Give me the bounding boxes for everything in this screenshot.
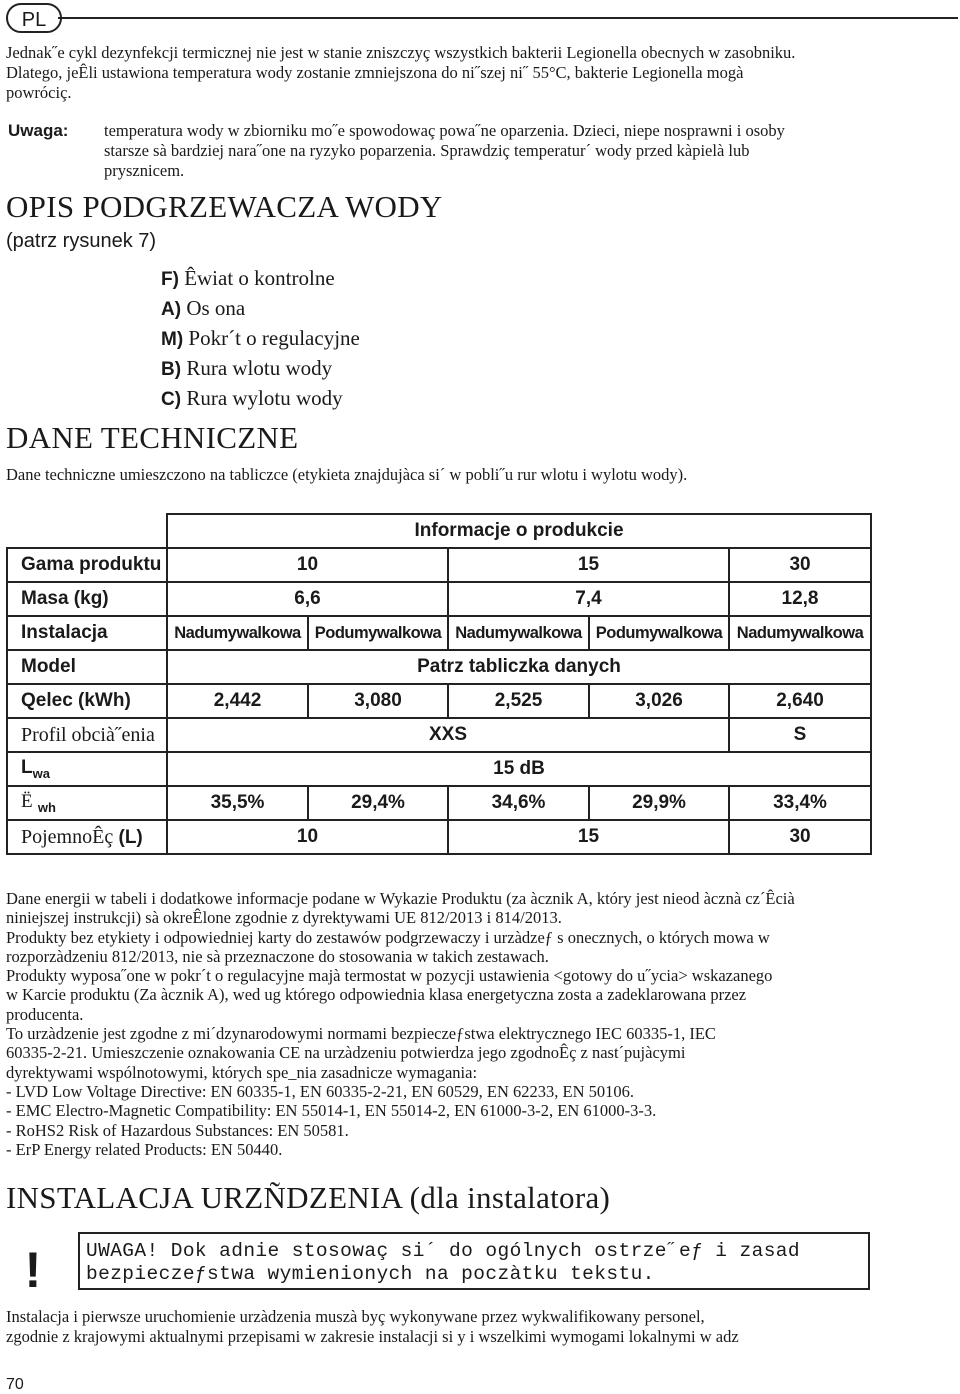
- energy-line: rozporzàdzeniu 812/2013, nie sà przeznaczone do stosowania w takich zestawach.: [6, 946, 549, 966]
- table-cell: 30: [729, 548, 871, 582]
- intro-paragraph: [6, 43, 886, 103]
- description-subtitle: (patrz rysunek 7): [6, 230, 157, 252]
- part-key: M): [161, 329, 184, 350]
- installation-line: Instalacja i pierwsze uruchomienie urzàdzenia muszà byç wykonywane przez wykwalifikowany personel,: [6, 1307, 705, 1326]
- installation-paragraph: [6, 1307, 906, 1347]
- header-rule: [58, 17, 958, 19]
- energy-line: dyrektywami wspólnotowymi, których spe_nia zasadnicze wymagania:: [6, 1062, 478, 1082]
- table-row: [7, 718, 871, 752]
- part-text: Rura wylotu wody: [186, 386, 343, 410]
- warning-line: temperatura wody w zbiorniku mo˝e spowodowaç powa˝ne oparzenia. Dzieci, niepe nosprawni i osoby: [104, 121, 785, 140]
- table-cell: 10: [167, 548, 448, 582]
- table-cell: 2,640: [729, 684, 871, 718]
- energy-paragraph: [6, 889, 906, 1159]
- energy-line: Dane energii w tabeli i dodatkowe informacje podane w Wykazie Produktu (za àcznik A, który jest nieod àcznà cz´Êcià: [6, 889, 795, 908]
- table-cell: Patrz tabliczka danych: [167, 650, 871, 684]
- row-label-main: L: [21, 757, 33, 779]
- table-header: Informacje o produkcie: [167, 514, 871, 548]
- table-row: [7, 820, 871, 854]
- installation-title: INSTALACJA URZÑDZENIA (dla instalatora): [6, 1180, 611, 1215]
- page-number: 70: [6, 1376, 24, 1393]
- product-info-table: [6, 513, 872, 855]
- part-key: B): [161, 359, 182, 380]
- table-header-row: [7, 514, 871, 548]
- part-key: C): [161, 389, 182, 410]
- table-cell: 29,9%: [589, 786, 729, 820]
- energy-line: producenta.: [6, 1004, 84, 1024]
- table-row: [7, 650, 871, 684]
- technical-note: Dane techniczne umieszczono na tabliczce (etykieta znajdujàca si´ w pobli˝u rur wlotu i wylotu wody).: [6, 465, 688, 484]
- row-label-main: PojemnoÊç: [21, 825, 114, 848]
- table-cell: 34,6%: [448, 786, 589, 820]
- part-text: Os ona: [186, 296, 246, 320]
- table-cell: Nadumywalkowa: [729, 616, 871, 650]
- energy-line: - ErP Energy related Products: EN 50440.: [6, 1139, 283, 1159]
- table-cell: 29,4%: [308, 786, 448, 820]
- energy-line: w Karcie produktu (Za àcznik A), wed ug którego odpowiednia klasa energetyczna zosta a zadeklarowana przez: [6, 985, 747, 1005]
- table-cell: 10: [167, 820, 448, 854]
- row-label: Profil obcià˝enia: [7, 718, 167, 752]
- table-row: [7, 786, 871, 820]
- energy-line: - EMC Electro-Magnetic Compatibility: EN 55014-1, EN 55014-2, EN 61000-3-2, EN 61000-3-3.: [6, 1101, 657, 1121]
- part-text: Rura wlotu wody: [186, 356, 333, 380]
- warning-label: Uwaga:: [8, 121, 69, 140]
- row-label: Model: [7, 650, 167, 684]
- table-cell: 30: [729, 820, 871, 854]
- table-cell: 2,525: [448, 684, 589, 718]
- energy-line: To urzàdzenie jest zgodne z mi´dzynarodowymi normami bezpieczeƒstwa elektrycznego IEC 60335-1, IEC: [6, 1024, 716, 1044]
- table-row: [7, 684, 871, 718]
- table-row: [7, 752, 871, 786]
- table-cell: Nadumywalkowa: [167, 616, 308, 650]
- part-key: A): [161, 299, 182, 320]
- warning-line: starsze sà bardziej nara˝one na ryzyko poparzenia. Sprawdziç temperatur´ wody przed kàpielà lub: [104, 141, 750, 160]
- table-row: [7, 548, 871, 582]
- alert-text: [86, 1240, 800, 1286]
- row-label-sub: wh: [37, 799, 56, 815]
- energy-line: Produkty wyposa˝one w pokr´t o regulacyjne majà termostat w pozycji ustawienia <gotowy do u˝ycia> wskazanego: [6, 966, 773, 986]
- intro-line: powróciç.: [6, 83, 72, 102]
- row-label: [7, 786, 167, 820]
- table-row: [7, 582, 871, 616]
- table-cell: 15 dB: [167, 752, 871, 786]
- row-label-unit: (L): [118, 826, 143, 848]
- language-badge: PL: [6, 3, 62, 33]
- table-row: [7, 616, 871, 650]
- intro-line: Jednak˝e cykl dezynfekcji termicznej nie jest w stanie zniszczyç wszystkich bakterii Legionella obecnych w zasobniku.: [6, 43, 796, 62]
- energy-line: 60335-2-21. Umieszczenie oznakowania CE na urzàdzeniu potwierdza jego zgodnoÊç z nast´pujàcymi: [6, 1043, 686, 1063]
- part-text: Pokr´t o regulacyjne: [188, 326, 360, 350]
- parts-list-item: [161, 354, 360, 384]
- energy-line: - LVD Low Voltage Directive: EN 60335-1, EN 60335-2-21, EN 60529, EN 62233, EN 50106.: [6, 1081, 634, 1101]
- row-label-sub: wa: [32, 765, 50, 781]
- table-cell: 3,026: [589, 684, 729, 718]
- installation-line: zgodnie z krajowymi aktualnymi przepisami w zakresie instalacji si y i wszelkimi wymogami lokalnymi w adz: [6, 1327, 739, 1346]
- table-cell: 3,080: [308, 684, 448, 718]
- parts-list-item: [161, 264, 360, 294]
- table-cell: Podumywalkowa: [589, 616, 729, 650]
- row-label: [7, 820, 167, 854]
- row-label: Masa (kg): [7, 582, 167, 616]
- parts-list-item: [161, 294, 360, 324]
- table-cell: 2,442: [167, 684, 308, 718]
- row-label-main: Ë: [21, 791, 33, 813]
- technical-title: DANE TECHNICZNE: [6, 420, 299, 455]
- table-cell: 15: [448, 820, 729, 854]
- row-label: Instalacja: [7, 616, 167, 650]
- table-cell: 33,4%: [729, 786, 871, 820]
- intro-line: Dlatego, jeÊli ustawiona temperatura wody zostanie zmniejszona do ni˝szej ni˝ 55°C, bakterie Legionella mogà: [6, 63, 744, 82]
- description-title: OPIS PODGRZEWACZA WODY: [6, 189, 443, 224]
- table-cell: 6,6: [167, 582, 448, 616]
- row-label: [7, 752, 167, 786]
- warning-text: [104, 121, 884, 181]
- parts-list-item: [161, 324, 360, 354]
- energy-line: niniejszej instrukcji) sà okreÊlone zgodnie z dyrektywami UE 812/2013 i 814/2013.: [6, 908, 562, 928]
- row-label: Qelec (kWh): [7, 684, 167, 718]
- table-cell: XXS: [167, 718, 729, 752]
- row-label: Gama produktu: [7, 548, 167, 582]
- table-cell: Nadumywalkowa: [448, 616, 589, 650]
- part-key: F): [161, 269, 179, 290]
- parts-list-item: [161, 384, 360, 414]
- table-cell: 15: [448, 548, 729, 582]
- table-cell: 7,4: [448, 582, 729, 616]
- energy-line: - RoHS2 Risk of Hazardous Substances: EN 50581.: [6, 1120, 349, 1140]
- parts-list: [161, 264, 360, 414]
- table-cell: S: [729, 718, 871, 752]
- table-corner: [7, 514, 167, 548]
- energy-line: Produkty bez etykiety i odpowiedniej karty do zestawów podgrzewaczy i urzàdzeƒ s onecznych, o których mowa w: [6, 927, 770, 947]
- alert-line: UWAGA! Dok adnie stosowaç si´ do ogólnych ostrze˝eƒ i zasad: [86, 1240, 801, 1262]
- warning-line: prysznicem.: [104, 161, 185, 180]
- part-text: Êwiat o kontrolne: [184, 266, 335, 290]
- alert-line: bezpieczeƒstwa wymienionych na poczàtku tekstu.: [86, 1263, 655, 1285]
- table-cell: 12,8: [729, 582, 871, 616]
- exclamation-icon: !: [24, 1242, 42, 1298]
- table-cell: Podumywalkowa: [308, 616, 448, 650]
- table-cell: 35,5%: [167, 786, 308, 820]
